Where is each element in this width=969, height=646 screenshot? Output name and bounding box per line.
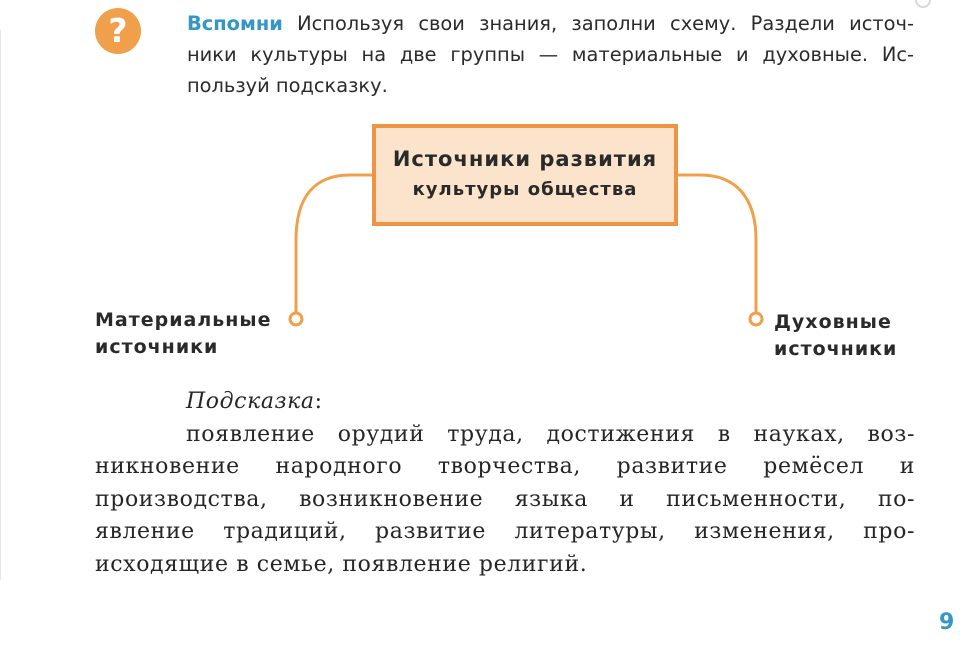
hint-title xyxy=(95,386,915,419)
task-line-3: пользуй подсказку. xyxy=(187,74,388,97)
question-mark-icon: ? xyxy=(95,8,141,54)
center-box-line-2: культуры общества xyxy=(412,179,638,200)
page-number: 9 xyxy=(939,610,955,635)
connector-right xyxy=(678,175,756,313)
hint-line-2: никновение народного творчества, развитие ремёсел и xyxy=(95,454,915,479)
hint-block xyxy=(95,386,915,581)
hint-title-colon: : xyxy=(314,389,323,414)
hint-line-5: исходящие в семье, появление религий. xyxy=(95,551,588,577)
scheme-center-box xyxy=(372,124,678,226)
task-line-1-text: Используя свои знания, заполни схему. Раздели источ- xyxy=(297,12,914,35)
task-keyword: Вспомни xyxy=(187,12,283,35)
branch-material-line-1: Материальные xyxy=(95,309,272,331)
center-box-line-1: Источники развития xyxy=(392,147,658,171)
branch-spiritual-line-2: источники xyxy=(774,338,898,360)
hint-line-3: производства, возникновение языка и письменности, по- xyxy=(95,486,915,512)
task-line-2: ники культуры на две группы — материальные и духовные. Ис- xyxy=(187,43,914,66)
connector-right-node xyxy=(750,313,762,325)
branch-material-line-2: источники xyxy=(95,336,219,358)
connector-left xyxy=(296,175,372,313)
connector-left-node xyxy=(290,313,302,325)
hint-line-4: явление традиций, развитие литературы, изменения, про- xyxy=(95,519,915,544)
hint-title-text: Подсказка xyxy=(186,389,315,414)
branch-label-spiritual xyxy=(774,309,897,363)
branch-label-material xyxy=(95,307,272,361)
hint-line-1: появление орудий труда, достижения в науках, воз- xyxy=(186,421,915,447)
branch-spiritual-line-1: Духовные xyxy=(774,311,892,333)
